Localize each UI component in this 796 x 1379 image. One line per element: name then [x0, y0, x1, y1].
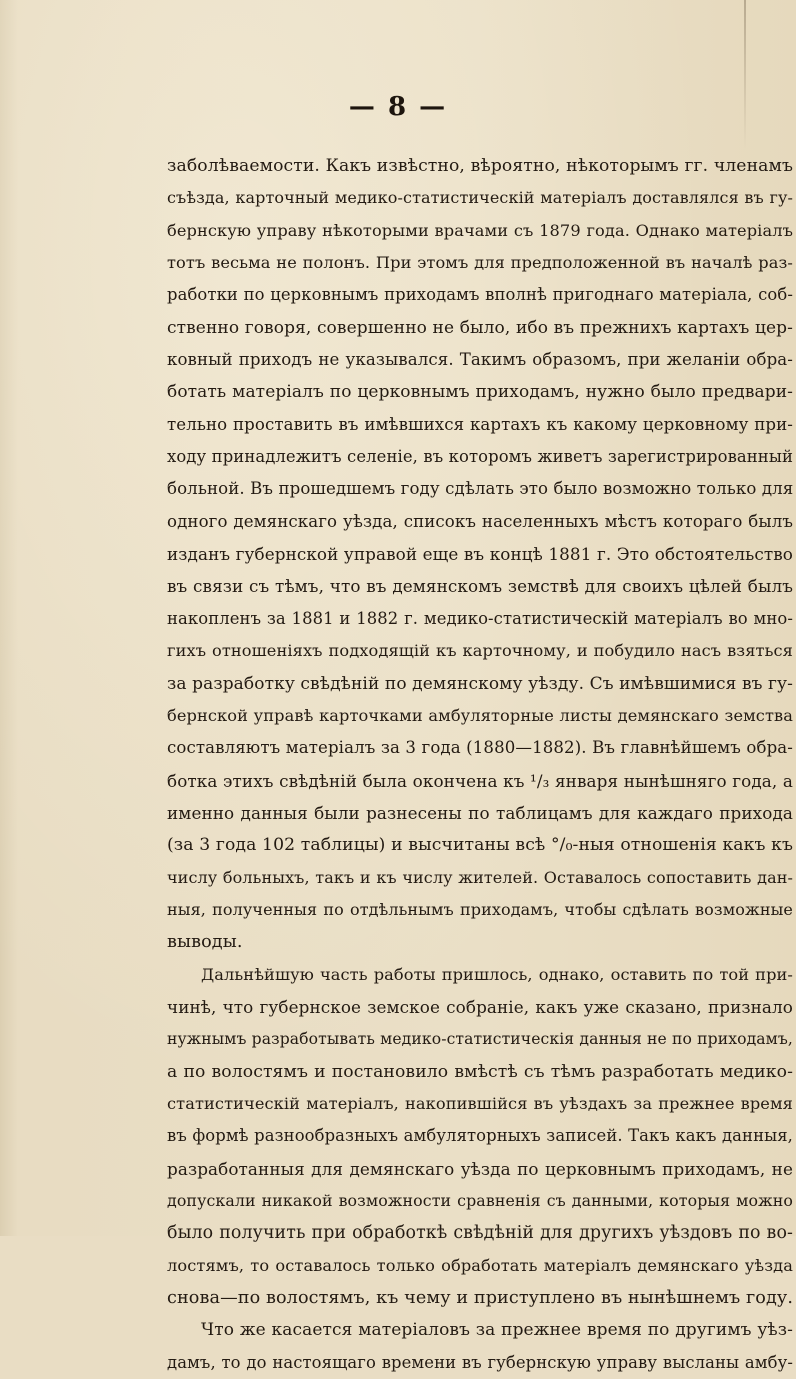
text-line: чинѣ, что губернское земское собраніе, какъ уже сказано, признало: [167, 996, 793, 1017]
text-line: въ связи съ тѣмъ, что въ демянскомъ земствѣ для своихъ цѣлей былъ: [167, 576, 793, 597]
text-line: Что же касается матеріаловъ за прежнее время по другимъ уѣз-: [201, 1320, 793, 1341]
text-line: заболѣваемости. Какъ извѣстно, вѣроятно, нѣкоторымъ гг. членамъ: [167, 156, 793, 176]
text-line: нужнымъ разработывать медико-статистическія данныя не по приходамъ,: [167, 1030, 793, 1049]
text-line: гихъ отношеніяхъ подходящій къ карточному, и побудило насъ взяться: [167, 641, 793, 661]
text-line: изданъ губернской управой еще въ концѣ 1881 г. Это обстоятельство: [167, 544, 793, 565]
text-line: выводы.: [167, 932, 243, 953]
text-line: а по волостямъ и постановило вмѣстѣ съ тѣмъ разработать медико-: [167, 1061, 793, 1082]
text-line: съѣзда, карточный медико-статистическій матеріалъ доставлялся въ гу-: [167, 188, 793, 208]
text-line: накопленъ за 1881 и 1882 г. медико-статистическій матеріалъ во мно-: [167, 608, 793, 628]
text-line: числу больныхъ, такъ и къ числу жителей. Оставалось сопоставить дан-: [167, 867, 793, 887]
text-line: именно данныя были разнесены по таблицамъ для каждаго прихода: [167, 802, 793, 823]
text-line: ходу принадлежитъ селеніе, въ которомъ живетъ зарегистрированный: [167, 447, 793, 467]
text-line: тельно проставить въ имѣвшихся картахъ къ какому церковному при-: [167, 414, 793, 434]
text-line: лостямъ, то оставалось только обработать матеріалъ демянскаго уѣзда: [167, 1255, 793, 1275]
text-line: допускали никакой возможности сравненія съ данными, которыя можно: [167, 1191, 793, 1210]
text-line: ственно говоря, совершенно не было, ибо въ прежнихъ картахъ цер-: [167, 317, 793, 338]
text-line: бернской управѣ карточками амбуляторные листы демянскаго земства: [167, 705, 793, 725]
text-line: составляютъ матеріалъ за 3 года (1880—1882). Въ главнѣйшемъ обра-: [167, 738, 793, 758]
text-line: въ формѣ разнообразныхъ амбуляторныхъ записей. Такъ какъ данныя,: [167, 1126, 793, 1146]
body-text: [167, 150, 793, 1379]
text-line: Дальнѣйшую часть работы пришлось, однако, оставить по той при-: [201, 964, 793, 984]
text-line: (за 3 года 102 таблицы) и высчитаны всѣ °/₀-ныя отношенія какъ къ: [167, 835, 793, 856]
text-line: бернскую управу нѣкоторыми врачами съ 1879 года. Однако матеріалъ: [167, 220, 793, 240]
text-line: дамъ, то до настоящаго времени въ губернскую управу высланы амбу-: [167, 1352, 793, 1372]
text-line: ботать матеріалъ по церковнымъ приходамъ, нужно было предвари-: [167, 382, 793, 403]
text-line: ковный приходъ не указывался. Такимъ образомъ, при желаніи обра-: [167, 350, 793, 370]
text-line: за разработку свѣдѣній по демянскому уѣзду. Съ имѣвшимися въ гу-: [167, 673, 793, 694]
text-line: ныя, полученныя по отдѣльнымъ приходамъ, чтобы сдѣлать возможные: [167, 899, 793, 919]
text-line: было получить при обработкѣ свѣдѣній для другихъ уѣздовъ по во-: [167, 1223, 793, 1244]
text-line: разработанныя для демянскаго уѣзда по церковнымъ приходамъ, не: [167, 1158, 793, 1179]
text-line: снова—по волостямъ, къ чему и приступлено въ нынѣшнемъ году.: [167, 1288, 793, 1309]
text-line: тотъ весьма не полонъ. При этомъ для предположенной въ началѣ раз-: [167, 253, 793, 273]
page-edge-shadow: [744, 0, 746, 150]
text-line: работки по церковнымъ приходамъ вполнѣ пригоднаго матеріала, соб-: [167, 285, 793, 305]
text-line: статистическій матеріалъ, накопившійся въ уѣздахъ за прежнее время: [167, 1093, 793, 1113]
text-line: одного демянскаго уѣзда, списокъ населенныхъ мѣстъ котораго былъ: [167, 511, 793, 531]
text-line: ботка этихъ свѣдѣній была окончена къ ¹/₃ января нынѣшняго года, а: [167, 770, 793, 791]
page-number: — 8 —: [348, 92, 448, 122]
text-line: больной. Въ прошедшемъ году сдѣлать это было возможно только для: [167, 479, 793, 499]
